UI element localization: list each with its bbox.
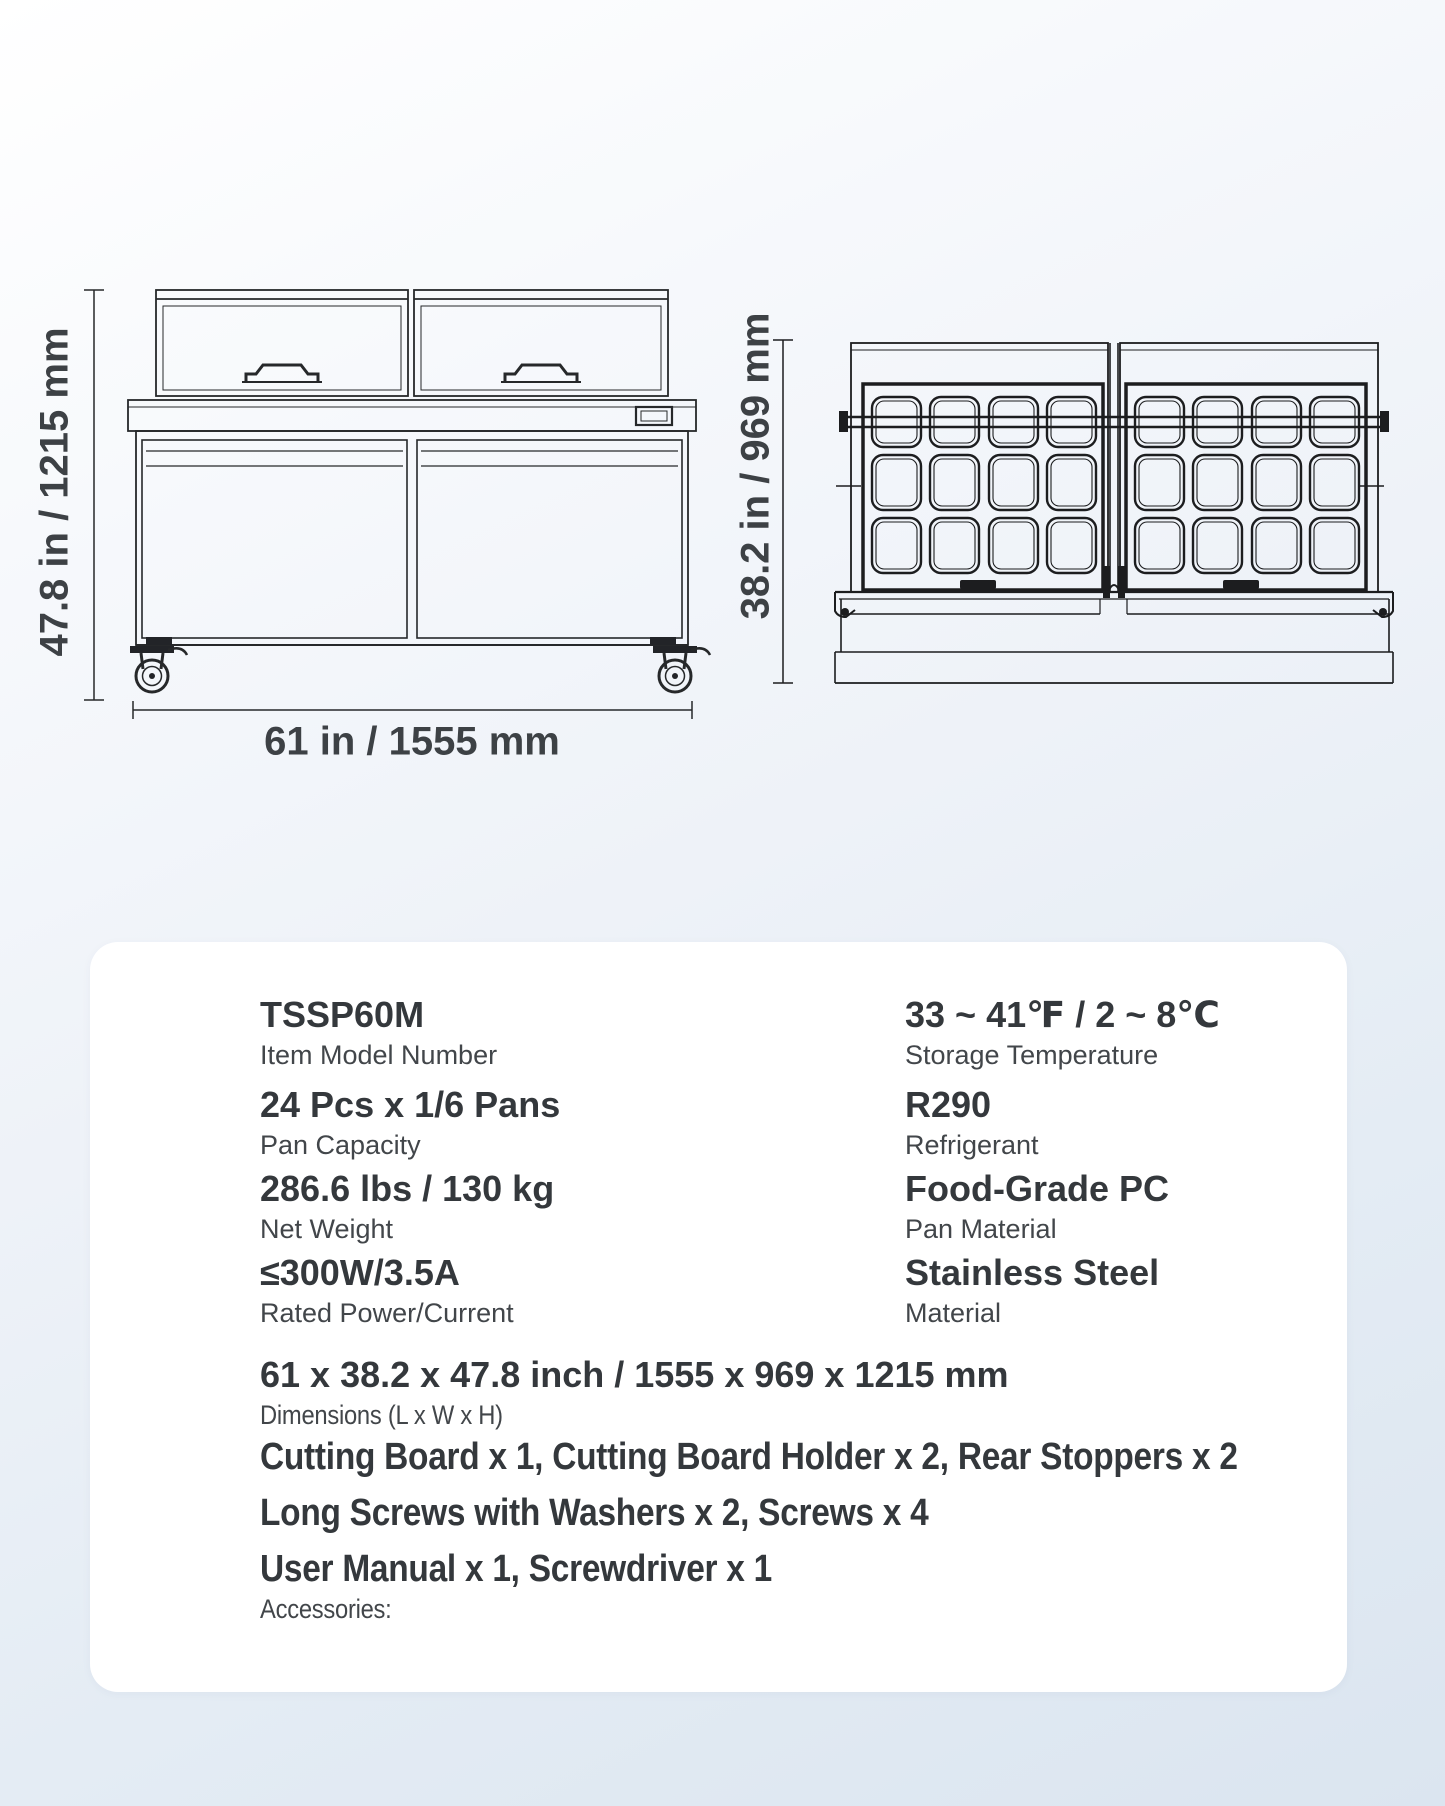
front-width-dimension-line — [133, 701, 692, 719]
spec-pan-material — [905, 1170, 1169, 1244]
spec-model-value: TSSP60M — [260, 994, 425, 1035]
spec-pan-capacity-value: 24 Pcs x 1/6 Pans — [260, 1084, 561, 1125]
spec-refrigerant-value: R290 — [905, 1084, 992, 1125]
glass-guard-right — [414, 290, 668, 396]
spec-dimensions — [260, 1356, 1009, 1430]
spec-refrigerant-label: Refrigerant — [905, 1129, 1039, 1160]
front-view-drawing — [84, 290, 710, 719]
accessories-line-1: Cutting Board x 1, Cutting Board Holder x 2, Rear Stoppers x 2 — [260, 1436, 1238, 1478]
door-left — [142, 440, 407, 638]
pan-grid — [872, 397, 1359, 573]
spec-dimensions-label: Dimensions (L x W x H) — [260, 1399, 503, 1430]
spec-material-label: Material — [905, 1297, 1002, 1328]
spec-model-label: Item Model Number — [260, 1039, 498, 1070]
spec-model — [260, 996, 497, 1070]
glass-guard-left — [156, 290, 408, 396]
spec-pan-capacity — [260, 1086, 560, 1160]
caster-right — [653, 646, 710, 692]
cabinet-body — [136, 431, 688, 645]
door-right — [417, 440, 682, 638]
top-view-drawing — [773, 340, 1393, 683]
cutting-board-ledge — [835, 592, 1393, 683]
spec-net-weight-label: Net Weight — [260, 1213, 394, 1244]
spec-pan-capacity-label: Pan Capacity — [260, 1129, 421, 1160]
spec-rated-power-label: Rated Power/Current — [260, 1297, 514, 1328]
counter-top — [128, 400, 696, 431]
top-depth-dimension-label: 38.2 in / 969 mm — [733, 312, 778, 620]
accessories-line-3: User Manual x 1, Screwdriver x 1 — [260, 1548, 772, 1590]
caster-left — [130, 646, 187, 692]
spec-dimensions-value: 61 x 38.2 x 47.8 inch / 1555 x 969 x 1215 mm — [260, 1354, 1009, 1395]
spec-storage-temperature-label: Storage Temperature — [905, 1039, 1159, 1070]
spec-rated-power — [260, 1254, 514, 1328]
front-height-dimension-line — [84, 290, 104, 700]
spec-refrigerant — [905, 1086, 1039, 1160]
pan-frame-left — [863, 384, 1103, 590]
spec-pan-material-label: Pan Material — [905, 1213, 1057, 1244]
spec-card — [90, 942, 1347, 1692]
spec-net-weight — [260, 1170, 554, 1244]
spec-material — [905, 1254, 1159, 1328]
spec-rated-power-value: ≤300W/3.5A — [260, 1252, 460, 1293]
pan-frame-right — [1126, 384, 1366, 590]
accessories-line-2: Long Screws with Washers x 2, Screws x 4 — [260, 1492, 929, 1534]
spec-material-value: Stainless Steel — [905, 1252, 1160, 1293]
spec-storage-temperature — [905, 996, 1220, 1070]
accessories-label: Accessories: — [260, 1594, 392, 1624]
spec-pan-material-value: Food-Grade PC — [905, 1168, 1170, 1209]
front-width-dimension-label: 61 in / 1555 mm — [264, 719, 560, 764]
middle-divider — [1103, 343, 1125, 598]
spec-net-weight-value: 286.6 lbs / 130 kg — [260, 1168, 555, 1209]
spec-storage-temperature-value: 33 ~ 41℉ / 2 ~ 8℃ — [905, 994, 1220, 1035]
front-height-dimension-label: 47.8 in / 1215 mm — [32, 327, 77, 657]
